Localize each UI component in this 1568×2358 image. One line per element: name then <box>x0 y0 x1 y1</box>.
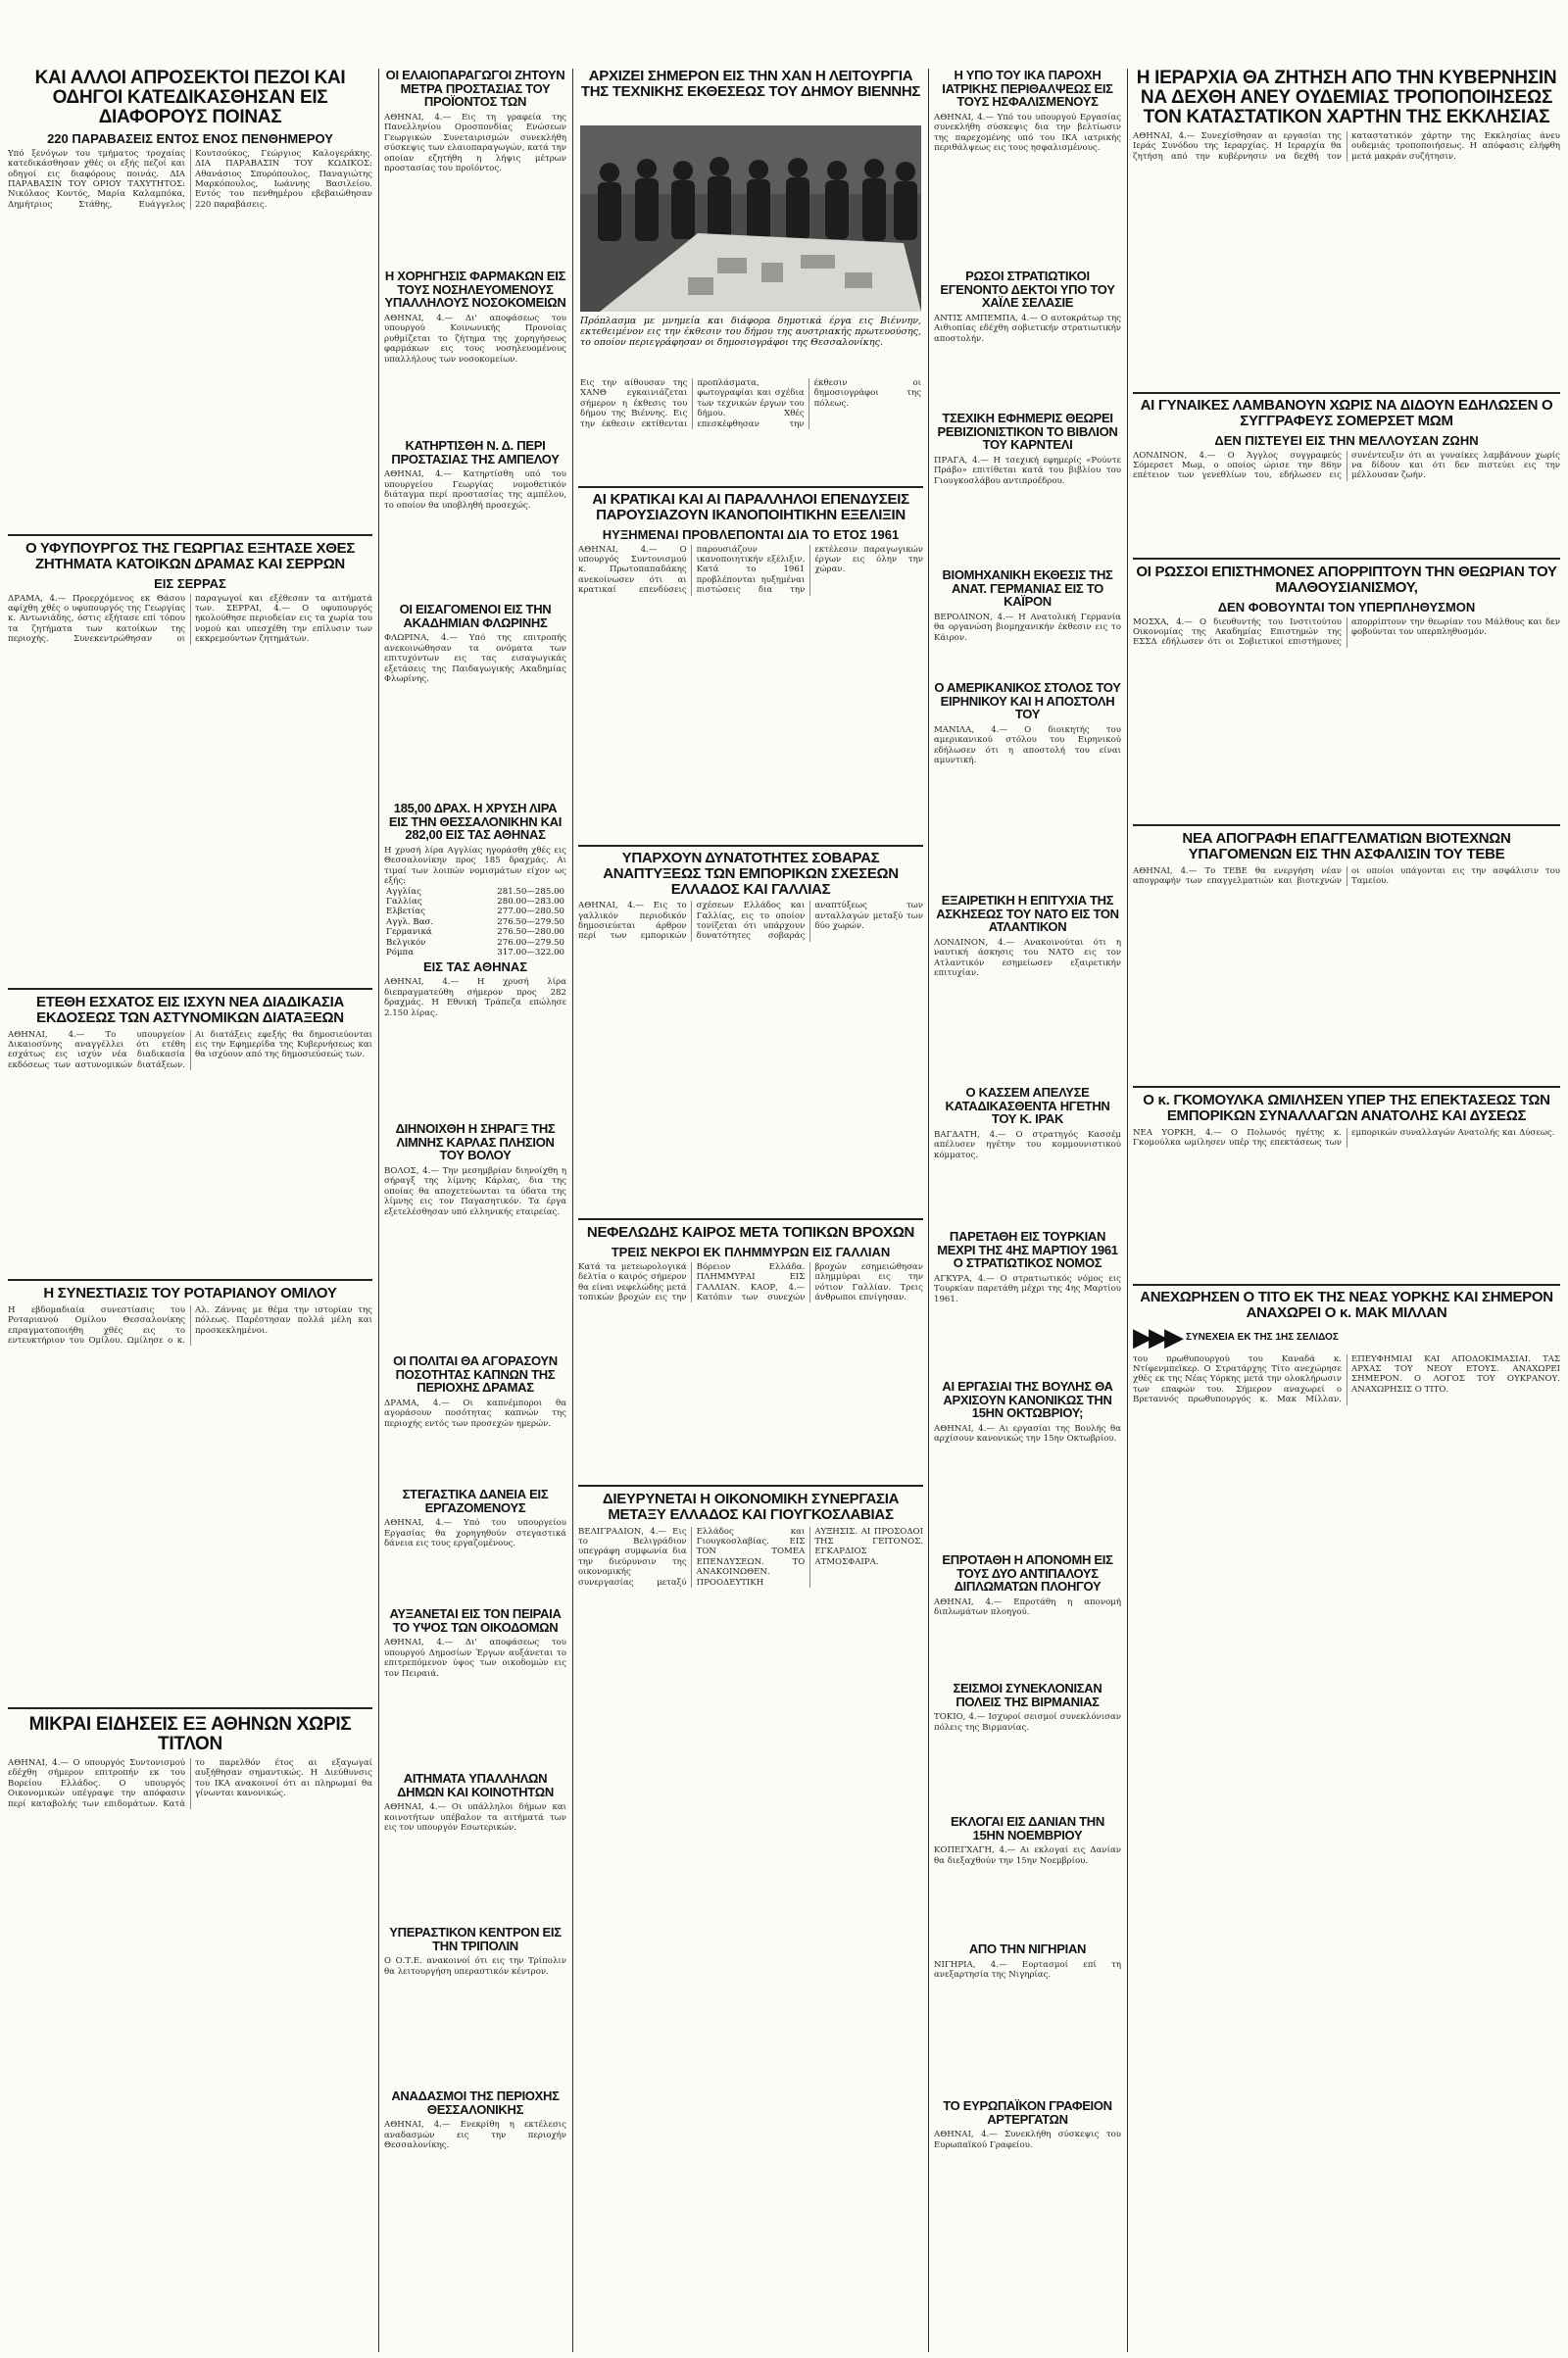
article-body: ΑΘΗΝΑΙ, 4.— Το ΤΕΒΕ θα ενεργήση νέαν απογραφήν των επαγγελματιών και βιοτεχνών οι οποίοι υπάγονται εις την ασφάλισιν του Ταμείου. <box>1133 865 1560 886</box>
headline: ΥΠΑΡΧΟΥΝ ΔΥΝΑΤΟΤΗΤΕΣ ΣΟΒΑΡΑΣ ΑΝΑΠΤΥΞΕΩΣ ΤΩΝ ΕΜΠΟΡΙΚΩΝ ΣΧΕΣΕΩΝ ΕΛΛΑΔΟΣ ΚΑΙ ΓΑΛΛΙΑΣ <box>603 851 899 898</box>
article-deputy-minister-agriculture <box>8 541 372 982</box>
headline: ΚΑΙ ΑΛΛΟΙ ΑΠΡΟΣΕΚΤΟΙ ΠΕΖΟΙ ΚΑΙ ΟΔΗΓΟΙ ΚΑΤΕΔΙΚΑΣΘΗΣΑΝ ΕΙΣ ΔΙΑΦΟΡΟΥΣ ΠΟΙΝΑΣ <box>34 69 346 127</box>
photo-image <box>580 125 921 312</box>
article-body: ΑΘΗΝΑΙ, 4.— Υπό του υπουργού Εργασίας συνεκλήθη σύσκεψις δια την βελτίωσιν της παρεχομένης υπό του ΙΚΑ ιατρικής περιθάλψεως εις τους ησφαλισμένους. <box>934 112 1121 154</box>
article-body: ΑΘΗΝΑΙ, 4.— Αι εργασίαι της Βουλής θα αρχίσουν κανονικώς την 15ην Οκτωβρίου. <box>934 1423 1121 1445</box>
headline: ΑΝΕΧΩΡΗΣΕΝ Ο ΤΙΤΟ ΕΚ ΤΗΣ ΝΕΑΣ ΥΟΡΚΗΣ ΚΑΙ ΣΗΜΕΡΟΝ ΑΝΑΧΩΡΕΙ Ο κ. ΜΑΚ ΜΙΛΛΑΝ <box>1140 1290 1553 1321</box>
article-state-investments <box>578 492 923 840</box>
headline: Η ΙΕΡΑΡΧΙΑ ΘΑ ΖΗΤΗΣΗ ΑΠΟ ΤΗΝ ΚΥΒΕΡΝΗΣΙΝ ΝΑ ΔΕΧΘΗ ΑΝΕΥ ΟΥΔΕΜΙΑΣ ΤΡΟΠΟΠΟΙΗΣΕΩΣ ΤΟΝ ΚΑΤΑΣΤΑΤΙΚΟΝ ΧΑΡΤΗΝ ΤΗΣ ΕΚΚΛΗΣΙΑΣ <box>1136 69 1557 127</box>
headline: ΣΤΕΓΑΣΤΙΚΑ ΔΑΝΕΙΑ ΕΙΣ ΕΡΓΑΖΟΜΕΝΟΥΣ <box>402 1488 549 1515</box>
article-body: ΜΟΣΧΑ, 4.— Ο διευθυντής του Ινστιτούτου Οικονομίας της Ακαδημίας Επιστημών της ΕΣΣΔ εδήλωσεν ότι οι Σοβιετικοί επιστήμονες απορρίπτουν την θεωρίαν του Μάλθους και δεν φοβούνται τον υπερπληθυσμόν. <box>1133 616 1560 648</box>
section-label: ΕΙΣ ΣΕΡΡΑΣ <box>154 575 226 591</box>
price-row <box>384 938 566 948</box>
article-short-news-athens <box>8 1715 372 2352</box>
headline: ΟΙ ΠΟΛΙΤΑΙ ΘΑ ΑΓΟΡΑΣΟΥΝ ΠΟΣΟΤΗΤΑΣ ΚΑΠΝΩΝ ΤΗΣ ΠΕΡΙΟΧΗΣ ΔΡΑΜΑΣ <box>393 1354 558 1396</box>
headline: ΟΙ ΕΙΣΑΓΟΜΕΝΟΙ ΕΙΣ ΤΗΝ ΑΚΑΔΗΜΙΑΝ ΦΛΩΡΙΝΗΣ <box>399 603 552 630</box>
price-row <box>384 897 566 907</box>
headline: ΤΟ ΕΥΡΩΠΑΪΚΟΝ ΓΡΑΦΕΙΟΝ ΑΡΤΕΡΓΑΤΩΝ <box>943 2099 1112 2127</box>
article-body: ΝΕΑ ΥΟΡΚΗ, 4.— Ο Πολωνός ηγέτης κ. Γκομούλκα ωμίλησεν υπέρ της επεκτάσεως των εμπορικών συναλλαγών Ανατολής και Δύσεως. <box>1133 1127 1555 1148</box>
headline: Η ΥΠΟ ΤΟΥ ΙΚΑ ΠΑΡΟΧΗ ΙΑΤΡΙΚΗΣ ΠΕΡΙΘΑΛΨΕΩΣ ΕΙΣ ΤΟΥΣ ΗΣΦΑΛΙΣΜΕΝΟΥΣ <box>942 69 1113 110</box>
article-piraeus-buildings <box>384 1607 566 1764</box>
price-range: 276.50—279.50 <box>497 916 564 927</box>
article-body: ΑΘΗΝΑΙ, 4.— Δι' αποφάσεως του υπουργού Κοινωνικής Προνοίας ρυθμίζεται το ζήτημα της χορηγήσεως φαρμάκων εις τους νοσηλευομένους υπαλλήλους των νοσοκομείων. <box>384 313 566 365</box>
article-malthusianism <box>1133 565 1560 819</box>
headline: ΕΠΡΟΤΑΘΗ Η ΑΠΟΝΟΜΗ ΕΙΣ ΤΟΥΣ ΔΥΟ ΑΝΤΙΠΑΛΟΥΣ ΔΙΠΛΩΜΑΤΩΝ ΠΛΟΗΓΟΥ <box>942 1553 1113 1595</box>
subheadline: ΔΕΝ ΠΙΣΤΕΥΕΙ ΕΙΣ ΤΗΝ ΜΕΛΛΟΥΣΑΝ ΖΩΗΝ <box>1214 432 1479 448</box>
headline: ΠΑΡΕΤΑΘΗ ΕΙΣ ΤΟΥΡΚΙΑΝ ΜΕΧΡΙ ΤΗΣ 4ΗΣ ΜΑΡΤΙΟΥ 1961 Ο ΣΤΡΑΤΙΩΤΙΚΟΣ ΝΟΜΟΣ <box>937 1230 1118 1271</box>
currency-name: Βελγικόν <box>386 937 426 948</box>
article-body: ΑΘΗΝΑΙ, 4.— Ο υπουργός Συντονισμού κ. Πρωτοπαπαδάκης ανεκοίνωσεν ότι αι κρατικαί επενδύσεις παρουσιάζουν ικανοποιητικήν εξέλιξιν. Κατά το 1961 προβλέπονται ηυξημέναι πιστώσεις δια την εκτέλεσιν παραγωγικών έργων εις όλην την χώραν. <box>578 544 923 596</box>
article-body: ΒΕΡΟΛΙΝΟΝ, 4.— Η Ανατολική Γερμανία θα οργανώση βιομηχανικήν έκθεσιν εις το Κάιρον. <box>934 612 1121 643</box>
article-body: ΚΟΠΕΓΧΑΓΗ, 4.— Αι εκλογαί εις Δανίαν θα διεξαχθούν την 15ην Νοεμβρίου. <box>934 1845 1121 1866</box>
article-body: ΑΘΗΝΑΙ, 4.— Οι υπάλληλοι δήμων και κοινοτήτων υπέβαλον τα αιτήματά των εις τον υπουργόν Εσωτερικών. <box>384 1802 566 1834</box>
article-thessaloniki-redistribution <box>384 2089 566 2352</box>
triangle-arrows-icon: ▶▶▶ <box>1133 1322 1180 1352</box>
price-table <box>384 887 566 958</box>
article-pacific-fleet <box>934 681 1121 887</box>
article-european-office <box>934 2099 1121 2352</box>
currency-name: Αγγλίας <box>386 886 421 897</box>
article-parliament-works <box>934 1380 1121 1547</box>
article-greece-yugoslavia <box>578 1492 923 2352</box>
subheadline: ΗΥΞΗΜΕΝΑΙ ΠΡΟΒΛΕΠΟΝΤΑΙ ΔΙΑ ΤΟ ΕΤΟΣ 1961 <box>602 526 900 542</box>
article-body: ΑΘΗΝΑΙ, 4.— Συνεκλήθη σύσκεψις του Ευρωπαϊκού Γραφείου. <box>934 2130 1121 2150</box>
headline: ΤΣΕΧΙΚΗ ΕΦΗΜΕΡΙΣ ΘΕΩΡΕΙ ΡΕΒΙΖΙΟΝΙΣΤΙΚΟΝ ΤΟ ΒΙΒΛΙΟΝ ΤΟΥ ΚΑΡΝΤΕΛΙ <box>937 412 1118 453</box>
article-body: ΛΟΝΔΙΝΟΝ, 4.— Ο Άγγλος συγγραφεύς Σόμερσετ Μωμ, ο οποίος ώρισε την 86ην επέτειον των γενεθλίων του, εδήλωσεν εις συνέντευξιν ότι αι γυναίκες λαμβάνουν χωρίς να δίδουν και ότι δεν πιστεύει εις την μέλλουσαν ζωήν. <box>1133 450 1560 481</box>
headline: ΒΙΟΜΗΧΑΝΙΚΗ ΕΚΘΕΣΙΣ ΤΗΣ ΑΝΑΤ. ΓΕΡΜΑΝΙΑΣ ΕΙΣ ΤΟ ΚΑΪΡΟΝ <box>942 568 1113 610</box>
article-olive-producers <box>384 69 566 265</box>
article-body: ΑΘΗΝΑΙ, 4.— Το υπουργείον Δικαιοσύνης αναγγέλλει ότι ετέθη εσχάτως εις ισχύν νέα διαδικασία εκδόσεως των αστυνομικών διατάξεων. Αι διατάξεις εφεξής θα δημοσιεύονται εις την Εφημερίδα της Κυβερνήσεως και θα ισχύουν από της δημοσιεύσεώς των. <box>8 1029 372 1070</box>
headline: ΕΚΛΟΓΑΙ ΕΙΣ ΔΑΝΙΑΝ ΤΗΝ 15ΗΝ ΝΟΕΜΒΡΙΟΥ <box>951 1815 1104 1842</box>
headline: ΑΙ ΓΥΝΑΙΚΕΣ ΛΑΜΒΑΝΟΥΝ ΧΩΡΙΣ ΝΑ ΔΙΔΟΥΝ ΕΔΗΛΩΣΕΝ Ο ΣΥΓΓΡΑΦΕΥΣ ΣΟΜΕΡΣΕΤ ΜΩΜ <box>1140 398 1553 429</box>
article-body: ΒΟΛΟΣ, 4.— Την μεσημβρίαν διηνοίχθη η σήραγξ της λίμνης Κάρλας, δια της οποίας θα αποχετεύωνται τα ύδατα της λίμνης εις τον Παγασητικόν. Τα έργα εξετελέσθησαν υπό ελληνικής εταιρείας. <box>384 1165 566 1217</box>
subheadline: ΔΕΝ ΦΟΒΟΥΝΤΑΙ ΤΟΝ ΥΠΕΡΠΛΗΘΥΣΜΟΝ <box>1217 599 1476 614</box>
price-range: 317.00—322.00 <box>497 947 564 958</box>
article-body: ΛΟΝΔΙΝΟΝ, 4.— Ανακοινούται ότι η ναυτική άσκησις του ΝΑΤΟ εις τον Ατλαντικόν εσημείωσεν εξαιρετικήν επιτυχίαν. <box>934 937 1121 979</box>
price-range: 281.50—285.00 <box>497 886 564 897</box>
headline: ΑΥΞΑΝΕΤΑΙ ΕΙΣ ΤΟΝ ΠΕΙΡΑΙΑ ΤΟ ΥΨΟΣ ΤΩΝ ΟΙΚΟΔΟΜΩΝ <box>389 1607 562 1635</box>
article-body: ΠΡΑΓΑ, 4.— Η τσεχική εφημερίς «Ρούντε Πράβο» επιτίθεται κατά του βιβλίου του Γιουγκοσλάβου αντιπροέδρου. <box>934 455 1121 486</box>
article-tebe-census <box>1133 831 1560 1081</box>
article-body: ΤΟΚΙΟ, 4.— Ισχυροί σεισμοί συνεκλόνισαν πόλεις της Βιρμανίας. <box>934 1712 1121 1733</box>
price-row <box>384 948 566 958</box>
article-body: του πρωθυπουργού του Καναδά κ. Ντίφενμπεϊκερ. Ο Στρατάρχης Τίτο ανεχώρησε χθές εκ της Νέας Υόρκης μετά την ολοκλήρωσιν των επαφών του. Σήμερον αναχωρεί ο Βρεταννός πρωθυπουργός κ. Μακ Μίλλαν. ΕΠΕΥΦΗΜΙΑΙ ΚΑΙ ΑΠΟΔΟΚΙΜΑΣΙΑΙ. ΤΑΣ ΑΡΧΑΣ ΤΟΥ ΝΕΟΥ ΕΤΟΥΣ. ΑΝΑΧΩΡΕΙ ΣΗΜΕΡΟΝ. Ο ΛΟΓΟΣ ΤΟΥ ΟΥΚΡΑΝΟΥ. ΑΝΑΧΩΡΗΣΙΣ Ο ΤΙΤΟ. <box>1133 1353 1560 1405</box>
headline: Ο ΑΜΕΡΙΚΑΝΙΚΟΣ ΣΤΟΛΟΣ ΤΟΥ ΕΙΡΗΝΙΚΟΥ ΚΑΙ Η ΑΠΟΣΤΟΛΗ ΤΟΥ <box>934 681 1121 722</box>
article-body: ΑΘΗΝΑΙ, 4.— Εις το γαλλικόν περιοδικόν δημοσιεύεται άρθρον περί των εμπορικών σχέσεων Ελλάδος και Γαλλίας, εις το οποίον τονίζεται ότι υπάρχουν δυνατότητες σοβαράς αναπτύξεως των ανταλλαγών μεταξύ των δύο χωρών. <box>578 901 923 942</box>
article-body: ΑΘΗΝΑΙ, 4.— Ο υπουργός Συντονισμού εδέχθη σήμερον επιτροπήν εκ του Βορείου Ελλάδος. Ο υπουργός Οικονομικών υπέγραψε την απόφασιν περί καταβολής των επιδομάτων. Κατά το παρελθόν έτος αι εξαγωγαί αυξήθησαν σημαντικώς. Η Διεύθυνσις του ΙΚΑ ανακοινοί ότι αι πληρωμαί θα γίνωνται κανονικώς. <box>8 1757 372 1809</box>
article-vineyard-protection <box>384 439 566 596</box>
price-range: 280.00—283.00 <box>497 896 564 907</box>
article-tripoli-center <box>384 1926 566 2083</box>
currency-name: Ελβετίας <box>386 907 425 917</box>
article-housing-loans <box>384 1488 566 1600</box>
article-kassem-iraq <box>934 1086 1121 1223</box>
price-range: 277.00—280.50 <box>497 907 564 917</box>
headline: ΑΠΟ ΤΗΝ ΝΙΓΗΡΙΑΝ <box>968 1942 1087 1956</box>
article-nato-exercise <box>934 894 1121 1080</box>
headline: ΑΝΑΔΑΣΜΟΙ ΤΗΣ ΠΕΡΙΟΧΗΣ ΘΕΣΣΑΛΟΝΙΚΗΣ <box>391 2089 560 2117</box>
article-body: ΝΙΓΗΡΙΑ, 4.— Εορτασμοί επί τη ανεξαρτησία της Νιγηρίας. <box>934 1959 1121 1981</box>
headline: ΣΕΙΣΜΟΙ ΣΥΝΕΚΛΟΝΙΣΑΝ ΠΟΛΕΙΣ ΤΗΣ ΒΙΡΜΑΝΙΑΣ <box>953 1682 1102 1709</box>
headline: ΔΙΕΥΡΥΝΕΤΑΙ Η ΟΙΚΟΝΟΜΙΚΗ ΣΥΝΕΡΓΑΣΙΑ ΜΕΤΑΞΥ ΕΛΛΑΔΟΣ ΚΑΙ ΓΙΟΥΓΚΟΣΛΑΒΙΑΣ <box>602 1492 900 1523</box>
headline: ΑΙ ΕΡΓΑΣΙΑΙ ΤΗΣ ΒΟΥΛΗΣ ΘΑ ΑΡΧΙΣΟΥΝ ΚΑΝΟΝΙΚΩΣ ΤΗΝ 15ΗΝ ΟΚΤΩΒΡΙΟΥ; <box>942 1380 1113 1421</box>
article-body: ΑΘΗΝΑΙ, 4.— Κατηρτίσθη υπό του υπουργείου Γεωργίας νομοθετικόν διάταγμα περί προστασίας της αμπέλου, το οποίον θα υποβληθή προσεχώς. <box>384 469 566 511</box>
article-body: ΑΘΗΝΑΙ, 4.— Επροτάθη η απονομή διπλωμάτων πλοηγού. <box>934 1597 1121 1618</box>
article-pilot-diplomas <box>934 1553 1121 1676</box>
article-greece-france-trade <box>578 851 923 1213</box>
currency-name: Γαλλίας <box>386 896 422 907</box>
article-traffic-fines <box>8 69 372 529</box>
article-weather <box>578 1225 923 1480</box>
article-gdr-exhibition <box>934 568 1121 676</box>
headline: ΡΩΣΟΙ ΣΤΡΑΤΙΩΤΙΚΟΙ ΕΓΕΝΟΝΤΟ ΔΕΚΤΟΙ ΥΠΟ ΤΟΥ ΧΑΪΛΕ ΣΕΛΑΣΙΕ <box>940 270 1115 311</box>
article-body: ΑΘΗΝΑΙ, 4.— Δι' αποφάσεως του υπουργού Δημοσίων Έργων αυξάνεται το επιτρεπόμενον ύψος των οικοδομών εις τον Πειραιά. <box>384 1638 566 1679</box>
price-range: 276.00—279.50 <box>497 937 564 948</box>
article-body: ΔΡΑΜΑ, 4.— Οι καπνέμποροι θα αγοράσουν ποσότητας καπνών της περιοχής εντός των προσεχών ημερών. <box>384 1398 566 1429</box>
headline: 185,00 ΔΡΑΧ. Η ΧΡΥΣΗ ΛΙΡΑ ΕΙΣ ΤΗΝ ΘΕΣΣΑΛΟΝΙΚΗΝ ΚΑΙ 282,00 ΕΙΣ ΤΑΣ ΑΘΗΝΑΣ <box>388 802 563 843</box>
article-body: ΜΑΝΙΛΑ, 4.— Ο διοικητής του αμερικανικού στόλου του Ειρηνικού εδήλωσεν ότι η αποστολή του είναι αμυντική. <box>934 724 1121 766</box>
headline: ΝΕΦΕΛΩΔΗΣ ΚΑΙΡΟΣ ΜΕΤΑ ΤΟΠΙΚΩΝ ΒΡΟΧΩΝ <box>586 1225 915 1241</box>
headline: ΟΙ ΡΩΣΣΟΙ ΕΠΙΣΤΗΜΟΝΕΣ ΑΠΟΡΡΙΠΤΟΥΝ ΤΗΝ ΘΕΩΡΙΑΝ ΤΟΥ ΜΑΛΘΟΥΣΙΑΝΙΣΜΟΥ, <box>1136 565 1557 596</box>
article-florina-academy <box>384 603 566 794</box>
exhibition-photo <box>580 125 921 312</box>
article-body: ΑΝΤΙΣ ΑΜΠΕΜΠΑ, 4.— Ο αυτοκράτωρ της Αιθιοπίας εδέχθη σοβιετικήν στρατιωτικήν αποστολήν. <box>934 313 1121 344</box>
section-label: ΕΙΣ ΤΑΣ ΑΘΗΝΑΣ <box>422 959 528 975</box>
article-police-regulations <box>8 995 372 1274</box>
headline: ΑΙ ΚΡΑΤΙΚΑΙ ΚΑΙ ΑΙ ΠΑΡΑΛΛΗΛΟΙ ΕΠΕΝΔΥΣΕΙΣ ΠΑΡΟΥΣΙΑΖΟΥΝ ΙΚΑΝΟΠΟΙΗΤΙΚΗΝ ΕΞΕΛΙΞΙΝ <box>592 492 909 523</box>
article-body: Κατά τα μετεωρολογικά δελτία ο καιρός σήμερον θα είναι νεφελώδης μετά τοπικών βροχών εις την Βόρειον Ελλάδα. ΠΛΗΜΜΥΡΑΙ ΕΙΣ ΓΑΛΛΙΑΝ. ΚΑΟΡ, 4.— Κατόπιν των συνεχών βροχών εσημειώθησαν πλημμύραι εις την νότιον Γαλλίαν. Τρεις άνθρωποι επνίγησαν. <box>578 1261 923 1302</box>
article-body: Υπό ξενόγων του τμήματος τροχαίας κατεδικάσθησαν χθές οι εξής πεζοί και οδηγοί εις διαφόρους ποινάς. ΔΙΑ ΠΑΡΑΒΑΣΙΝ ΤΟΥ ΟΡΙΟΥ ΤΑΧΥΤΗΤΟΣ: Νικόλαος Κοντός, Μαρία Καλαμπόκα, Δημήτριος Στάθης, Ευάγγελος Κουτσούκος, Γεώργιος Καλογεράκης. ΔΙΑ ΠΑΡΑΒΑΣΙΝ ΤΟΥ ΚΩΔΙΚΟΣ: Αθανάσιος Σπυρόπουλος, Παναγιώτης Μαρκόπουλος, Ιωάννης Βασιλείου. Εντός του πενθημέρου εβεβαιώθησαν 220 παραβάσεις. <box>8 148 372 210</box>
article-body: ΑΘΗΝΑΙ, 4.— Συνεχίσθησαν αι εργασίαι της Ιεράς Συνόδου της Ιεραρχίας. Η Ιεραρχία θα ζητήση από την κυβέρνησιν να δεχθή τον καταστατικόν χάρτην της Εκκλησίας άνευ ουδεμιάς τροποποιήσεως. Η απόφασις ελήφθη μετά μακράν συζήτησιν. <box>1133 130 1560 162</box>
article-medicine-supply <box>384 270 566 431</box>
headline: ΜΙΚΡΑΙ ΕΙΔΗΣΕΙΣ ΕΞ ΑΘΗΝΩΝ ΧΩΡΙΣ ΤΙΤΛΟΝ <box>28 1715 352 1754</box>
article-russian-officers <box>934 270 1121 407</box>
headline: ΕΤΕΘΗ ΕΣΧΑΤΟΣ ΕΙΣ ΙΣΧΥΝ ΝΕΑ ΔΙΑΔΙΚΑΣΙΑ ΕΚΔΟΣΕΩΣ ΤΩΝ ΑΣΤΥΝΟΜΙΚΩΝ ΔΙΑΤΑΞΕΩΝ <box>36 995 344 1026</box>
currency-name: Αγγλ. Βασ. <box>386 916 434 927</box>
article-body: Εις την αίθουσαν της ΧΑΝΘ εγκαινιάζεται σήμερον η έκθεσις του δήμου της Βιέννης. Εις την έκθεσιν εκτίθενται προπλάσματα, φωτογραφίαι και σχέδια των τεχνικών έργων του δήμου. Χθές επεσκέφθησαν την έκθεσιν οι δημοσιογράφοι της πόλεως. <box>580 378 921 429</box>
price-row <box>384 927 566 937</box>
article-ika-care <box>934 69 1121 265</box>
article-gomulka <box>1133 1093 1560 1279</box>
headline: Ο κ. ΓΚΟΜΟΥΛΚΑ ΩΜΙΛΗΣΕΝ ΥΠΕΡ ΤΗΣ ΕΠΕΚΤΑΣΕΩΣ ΤΩΝ ΕΜΠΟΡΙΚΩΝ ΣΥΝΑΛΛΑΓΩΝ ΑΝΑΤΟΛΗΣ ΚΑΙ ΔΥΣΕΩΣ <box>1143 1093 1550 1124</box>
headline: ΕΞΑΙΡΕΤΙΚΗ Η ΕΠΙΤΥΧΙΑ ΤΗΣ ΑΣΚΗΣΕΩΣ ΤΟΥ ΝΑΤΟ ΕΙΣ ΤΟΝ ΑΤΛΑΝΤΙΚΟΝ <box>936 894 1119 935</box>
headline: Ο ΥΦΥΠΟΥΡΓΟΣ ΤΗΣ ΓΕΩΡΓΙΑΣ ΕΞΗΤΑΣΕ ΧΘΕΣ ΖΗΤΗΜΑΤΑ ΚΑΤΟΙΚΩΝ ΔΡΑΜΑΣ ΚΑΙ ΣΕΡΡΩΝ <box>24 541 356 572</box>
article-body: ΑΘΗΝΑΙ, 4.— Ενεκρίθη η εκτέλεσις αναδασμών εις την περιοχήν Θεσσαλονίκης. <box>384 2120 566 2151</box>
article-body: ΑΓΚΥΡΑ, 4.— Ο στρατιωτικός νόμος εις Τουρκίαν παρετάθη μέχρι της 4ης Μαρτίου 1961. <box>934 1273 1121 1304</box>
article-church-hierarchy <box>1133 69 1560 387</box>
subheadline: ΤΡΕΙΣ ΝΕΚΡΟΙ ΕΚ ΠΛΗΜΜΥΡΩΝ ΕΙΣ ΓΑΛΛΙΑΝ <box>611 1244 891 1259</box>
price-row <box>384 917 566 927</box>
article-body: ΔΡΑΜΑ, 4.— Προερχόμενος εκ Θάσου αφίχθη χθές ο υφυπουργός της Γεωργίας κ. Αντωνιάδης, όστις εξήτασε επί τόπου τα ζητήματα των κατοίκων της περιοχής. Συνεκεντρώθησαν οι παραγωγοί και εξέθεσαν τα αιτήματά των. ΣΕΡΡΑΙ, 4.— Ο υφυπουργός ηκολούθησε περιοδείαν εις τα χωρία του νομού και υπεσχέθη την επίλυσιν των εκκρεμούντων ζητημάτων. <box>8 593 372 645</box>
headline: Ο ΚΑΣΣΕΜ ΑΠΕΛΥΣΕ ΚΑΤΑΔΙΚΑΣΘΕΝΤΑ ΗΓΕΤΗΝ ΤΟΥ Κ. ΙΡΑΚ <box>945 1086 1110 1127</box>
article-burma-earthquake <box>934 1682 1121 1809</box>
vienna-body <box>580 378 921 480</box>
continuation-marker <box>1133 1322 1560 1352</box>
article-municipal-employees <box>384 1772 566 1919</box>
subheadline: 220 ΠΑΡΑΒΑΣΕΙΣ ΕΝΤΟΣ ΕΝΟΣ ΠΕΝΘΗΜΕΡΟΥ <box>47 130 333 146</box>
article-denmark-elections <box>934 1815 1121 1938</box>
article-tobacco-drama <box>384 1354 566 1482</box>
headline: ΑΙΤΗΜΑΤΑ ΥΠΑΛΛΗΛΩΝ ΔΗΜΩΝ ΚΑΙ ΚΟΙΝΟΤΗΤΩΝ <box>397 1772 554 1799</box>
article-karla-tunnel <box>384 1122 566 1348</box>
currency-name: Ρόμπα <box>386 947 414 958</box>
article-body: ΒΕΛΙΓΡΑΔΙΟΝ, 4.— Εις το Βελιγράδιον υπεγράφη συμφωνία δια την διεύρυνσιν της οικονομικής συνεργασίας μεταξύ Ελλάδος και Γιουγκοσλαβίας. ΕΙΣ ΤΟΝ ΤΟΜΕΑ ΕΠΕΝΔΥΣΕΩΝ. ΤΟ ΑΝΑΚΟΙΝΩΘΕΝ. ΠΡΟΟΔΕΥΤΙΚΗ ΑΥΞΗΣΙΣ. ΑΙ ΠΡΟΣΟΔΟΙ ΤΗΣ ΓΕΙΤΟΝΟΣ. ΕΓΚΑΡΔΙΟΣ ΑΤΜΟΣΦΑΙΡΑ. <box>578 1526 923 1588</box>
article-body: ΑΘΗΝΑΙ, 4.— Υπό του υπουργείου Εργασίας θα χορηγηθούν στεγαστικά δάνεια εις τους εργαζομένους. <box>384 1518 566 1549</box>
headline: ΑΡΧΙΖΕΙ ΣΗΜΕΡΟΝ ΕΙΣ ΤΗΝ ΧΑΝ Η ΛΕΙΤΟΥΡΓΙΑ ΤΗΣ ΤΕΧΝΙΚΗΣ ΕΚΘΕΣΕΩΣ ΤΟΥ ΔΗΜΟΥ ΒΙΕΝΝΗΣ <box>580 69 921 100</box>
photo-caption: Πρόπλασμα με μνημεία και διάφορα δημοτικά έργα εις Βιέννην, εκτεθειμένον εις την έκθεσιν του δήμου της αυστριακής πρωτευούσης, το οποίον περιεγράφησαν οι δημοσιογράφοι της Θεσσαλονίκης. <box>580 316 921 348</box>
article-somerset-maugham <box>1133 398 1560 553</box>
article-body: Ο Ο.Τ.Ε. ανακοινοί ότι εις την Τρίπολιν θα λειτουργήση υπεραστικόν κέντρον. <box>384 1956 566 1977</box>
photo-caption-box <box>580 316 921 374</box>
headline: ΝΕΑ ΑΠΟΓΡΑΦΗ ΕΠΑΓΓΕΛΜΑΤΙΩΝ ΒΙΟΤΕΧΝΩΝ ΥΠΑΓΟΜΕΝΩΝ ΕΙΣ ΤΗΝ ΑΣΦΑΛΙΣΙΝ ΤΟΥ ΤΕΒΕ <box>1182 831 1511 862</box>
article-turkey-martial-law <box>934 1230 1121 1372</box>
article-body: ΦΛΩΡΙΝΑ, 4.— Υπό της επιτροπής ανεκοινώθησαν τα ονόματα των επιτυχόντων εις τας εισαγωγικάς εξετάσεις της Παιδαγωγικής Ακαδημίας Φλωρίνης. <box>384 633 566 684</box>
article-nigeria <box>934 1942 1121 2094</box>
currency-name: Γερμανικά <box>386 927 432 938</box>
article-body: ΑΘΗΝΑΙ, 4.— Εις τη γραφεία της Πανελληνίου Ομοσπονδίας Ενώσεων Γεωργικών Συνεταιρισμών συνεκλήθη σύσκεψις των ελαιοπαραγωγών, κατά την οποίαν εζητήθη η λήψις μέτρων προστασίας του προϊόντος. <box>384 112 566 173</box>
article-body: ΑΘΗΝΑΙ, 4.— Η χρυσή λίρα διεπραγματεύθη σήμερον προς 282 δραχμάς. Η Εθνική Τράπεζα επώλησε 2.150 λίρας. <box>384 977 566 1018</box>
headline: ΚΑΤΗΡΤΙΣΘΗ Ν. Δ. ΠΕΡΙ ΠΡΟΣΤΑΣΙΑΣ ΤΗΣ ΑΜΠΕΛΟΥ <box>391 439 560 467</box>
headline: ΔΙΗΝΟΙΧΘΗ Η ΣΗΡΑΓΞ ΤΗΣ ΛΙΜΝΗΣ ΚΑΡΛΑΣ ΠΛΗΣΙΟΝ ΤΟΥ ΒΟΛΟΥ <box>395 1122 556 1163</box>
price-range: 276.50—280.00 <box>497 927 564 938</box>
article-rotary-club <box>8 1286 372 1702</box>
price-row <box>384 887 566 897</box>
price-row <box>384 907 566 916</box>
continuation-label: ΣΥΝΕΧΕΙΑ ΕΚ ΤΗΣ 1ΗΣ ΣΕΛΙΔΟΣ <box>1186 1331 1339 1343</box>
headline: Η ΧΟΡΗΓΗΣΙΣ ΦΑΡΜΑΚΩΝ ΕΙΣ ΤΟΥΣ ΝΟΣΗΛΕΥΟΜΕΝΟΥΣ ΥΠΑΛΛΗΛΟΥΣ ΝΟΣΟΚΟΜΕΙΩΝ <box>384 270 566 311</box>
article-body: ΒΑΓΔΑΤΗ, 4.— Ο στρατηγός Κασσέμ απέλυσεν ηγέτην του κομμουνιστικού κόμματος. <box>934 1129 1121 1160</box>
headline: ΥΠΕΡΑΣΤΙΚΟΝ ΚΕΝΤΡΟΝ ΕΙΣ ΤΗΝ ΤΡΙΠΟΛΙΝ <box>389 1926 562 1953</box>
article-body: Η χρυσή λίρα Αγγλίας ηγοράσθη χθές εις Θεσσαλονίκην προς 185 δραχμάς. Αι τιμαί των λοιπών νομισμάτων είχον ως εξής: <box>384 845 566 887</box>
article-gold-sovereign <box>384 802 566 1115</box>
article-tito-macmillan <box>1133 1290 1560 2352</box>
headline: ΟΙ ΕΛΑΙΟΠΑΡΑΓΩΓΟΙ ΖΗΤΟΥΝ ΜΕΤΡΑ ΠΡΟΣΤΑΣΙΑΣ ΤΟΥ ΠΡΟΪΟΝΤΟΣ ΤΩΝ <box>385 69 565 110</box>
headline: Η ΣΥΝΕΣΤΙΑΣΙΣ ΤΟΥ ΡΟΤΑΡΙΑΝΟΥ ΟΜΙΛΟΥ <box>43 1286 337 1302</box>
article-body: Η εβδομαδιαία συνεστίασις του Ροταριανού Ομίλου Θεσσαλονίκης επραγματοποιήθη χθές εις το εντευκτήριον του Ομίλου. Ωμίλησε ο κ. Αλ. Ζάννας με θέμα την ιστορίαν της πόλεως. Παρέστησαν πολλά μέλη και προσκεκλημένοι. <box>8 1304 372 1346</box>
article-czech-newspaper <box>934 412 1121 564</box>
